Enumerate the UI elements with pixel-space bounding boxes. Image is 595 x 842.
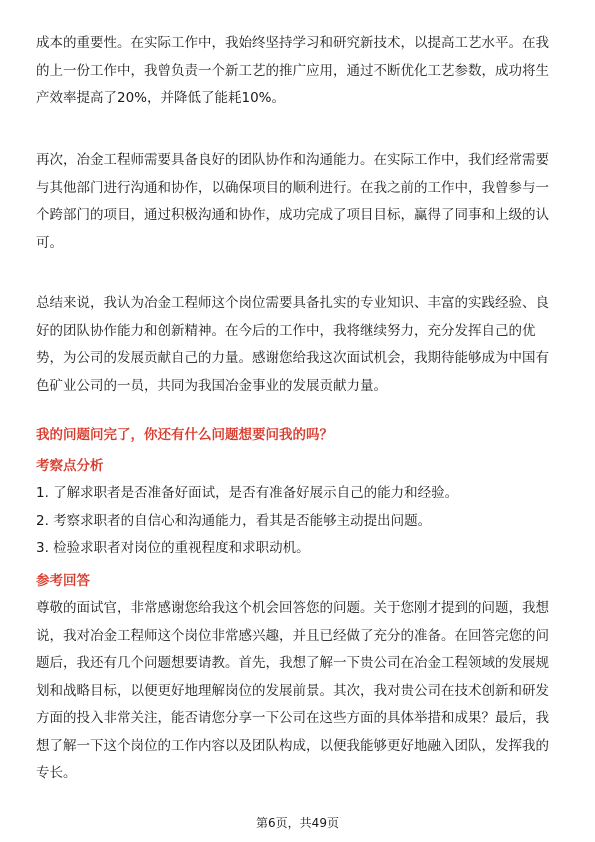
- reference-answer: 尊敬的面试官，非常感谢您给我这个机会回答您的问题。关于您刚才提到的问题，我想说，我对冶金工程师这个岗位非常感兴趣，并且已经做了充分的准备。在回答完您的问题后，我还有几个问题想要请教。首先，我想了解一下贵公司在冶金工程领域的发展规划和战略目标，以便更好地理解岗位的发展前景。其次，我对贵公司在技术创新和研发方面的投入非常关注，能否请您分享一下公司在这些方面的具体举措和成果？最后，我想了解一下这个岗位的工作内容以及团队构成，以便我能够更好地融入团队，发挥我的专长。: [36, 600, 549, 781]
- list-item: 1. 了解求职者是否准备好面试，是否有准备好展示自己的能力和经验。: [36, 485, 459, 501]
- analysis-list: [36, 480, 561, 563]
- list-item: 2. 考察求职者的自信心和沟通能力，看其是否能够主动提出问题。: [36, 512, 432, 529]
- interview-question: 我的问题问完了，你还有什么问题想要问我的吗？: [36, 427, 333, 443]
- paragraph-cost: 成本的重要性。在实际工作中，我始终坚持学习和研究新技术，以提高工艺水平。在我的上一份工作中，我曾负责一个新工艺的推广应用，通过不断优化工艺参数，成功将生产效率提高了20%，并降低了能耗10%。: [36, 35, 549, 106]
- paragraph-teamwork: 再次，冶金工程师需要具备良好的团队协作和沟通能力。在实际工作中，我们经常需要与其他部门进行沟通和协作，以确保项目的顺利进行。在我之前的工作中，我曾参与一个跨部门的项目，通过积极沟通和协作，成功完成了项目目标，赢得了同事和上级的认可。: [36, 152, 549, 251]
- list-item: 3. 检验求职者对岗位的重视程度和求职动机。: [36, 540, 310, 556]
- paragraph-summary: 总结来说，我认为冶金工程师这个岗位需要具备扎实的专业知识、丰富的实践经验、良好的团队协作能力和创新精神。在今后的工作中，我将继续努力，充分发挥自己的优势，为公司的发展贡献自己的力量。感谢您给我这次面试机会，我期待能够成为中国有色矿业公司的一员，共同为我国冶金事业的发展贡献力量。: [36, 295, 549, 394]
- analysis-title: 考察点分析: [36, 458, 104, 474]
- reference-title: 参考回答: [36, 573, 90, 589]
- page-number: 第6页，共49页: [256, 816, 339, 830]
